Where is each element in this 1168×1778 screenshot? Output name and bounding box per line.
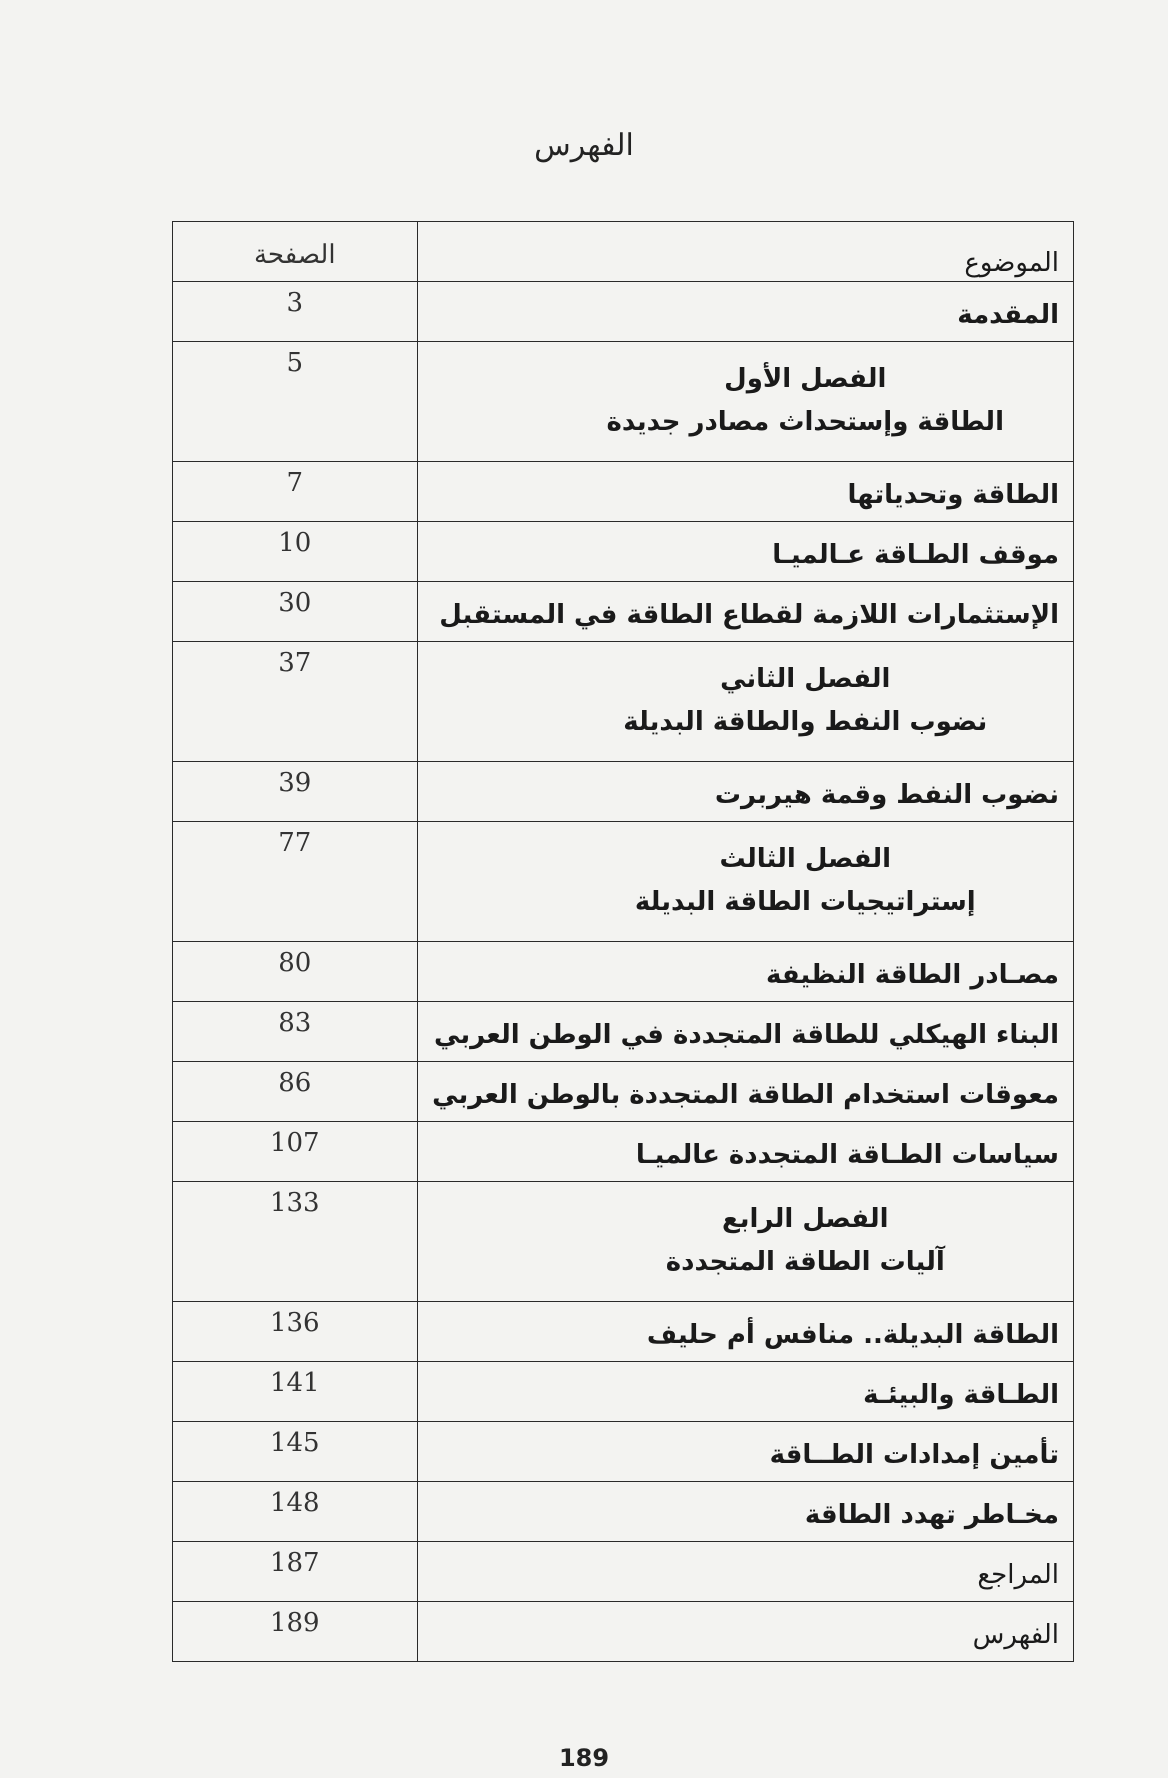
page-cell: 37 xyxy=(173,642,418,762)
table-row xyxy=(173,942,1074,1002)
chapter-cell xyxy=(417,642,1073,762)
table-row xyxy=(173,1602,1074,1662)
chapter-cell xyxy=(417,342,1073,462)
page-cell: 187 xyxy=(173,1542,418,1602)
page-cell: 141 xyxy=(173,1362,418,1422)
topic-cell: الفهرس xyxy=(417,1602,1073,1662)
topic-cell: سياسات الطـاقة المتجددة عالميـا xyxy=(417,1122,1073,1182)
topic-cell: البناء الهيكلي للطاقة المتجددة في الوطن العربي xyxy=(417,1002,1073,1062)
page-cell: 7 xyxy=(173,462,418,522)
table-row xyxy=(173,522,1074,582)
page-cell: 5 xyxy=(173,342,418,462)
table-row xyxy=(173,282,1074,342)
table-row xyxy=(173,582,1074,642)
page-cell: 30 xyxy=(173,582,418,642)
topic-column-header: الموضوع xyxy=(417,222,1073,282)
page-cell: 189 xyxy=(173,1602,418,1662)
table-of-contents xyxy=(172,221,1074,1662)
table-row xyxy=(173,762,1074,822)
table-body xyxy=(173,282,1074,1662)
page-cell: 3 xyxy=(173,282,418,342)
chapter-heading: الفصل الثالث xyxy=(719,844,892,874)
topic-cell: الطاقة وتحدياتها xyxy=(417,462,1073,522)
table-row xyxy=(173,1422,1074,1482)
table-row xyxy=(173,642,1074,762)
page-column-header: الصفحة xyxy=(173,222,418,282)
chapter-title: آليات الطاقة المتجددة xyxy=(665,1247,945,1277)
page-cell: 39 xyxy=(173,762,418,822)
topic-cell: نضوب النفط وقمة هيربرت xyxy=(417,762,1073,822)
chapter-cell xyxy=(417,1182,1073,1302)
table-row xyxy=(173,1182,1074,1302)
table-header-row xyxy=(173,222,1074,282)
page-cell: 107 xyxy=(173,1122,418,1182)
page-cell: 10 xyxy=(173,522,418,582)
table-row xyxy=(173,822,1074,942)
page-cell: 136 xyxy=(173,1302,418,1362)
table-row xyxy=(173,1302,1074,1362)
page-cell: 86 xyxy=(173,1062,418,1122)
topic-cell: موقف الطـاقة عـالميـا xyxy=(417,522,1073,582)
table-row xyxy=(173,1002,1074,1062)
page-cell: 83 xyxy=(173,1002,418,1062)
table-row xyxy=(173,1362,1074,1422)
chapter-title: نضوب النفط والطاقة البديلة xyxy=(623,707,988,737)
page-title: الفهرس xyxy=(534,128,634,163)
topic-cell: مخـاطر تهدد الطاقة xyxy=(417,1482,1073,1542)
topic-cell: المراجع xyxy=(417,1542,1073,1602)
chapter-title: الطاقة وإستحداث مصادر جديدة xyxy=(606,407,1004,437)
topic-cell: تأمين إمدادات الطــاقة xyxy=(417,1422,1073,1482)
table-row xyxy=(173,342,1074,462)
page-cell: 145 xyxy=(173,1422,418,1482)
chapter-cell xyxy=(417,822,1073,942)
table-row xyxy=(173,1122,1074,1182)
chapter-heading: الفصل الرابع xyxy=(722,1204,889,1234)
topic-cell: مصـادر الطاقة النظيفة xyxy=(417,942,1073,1002)
page-cell: 80 xyxy=(173,942,418,1002)
topic-cell: الطـاقة والبيئـة xyxy=(417,1362,1073,1422)
table-row xyxy=(173,1482,1074,1542)
chapter-heading: الفصل الأول xyxy=(724,364,887,394)
chapter-heading: الفصل الثاني xyxy=(720,664,891,694)
page-cell: 77 xyxy=(173,822,418,942)
page-cell: 133 xyxy=(173,1182,418,1302)
topic-cell: الطاقة البديلة.. منافس أم حليف xyxy=(417,1302,1073,1362)
page-number: 189 xyxy=(558,1744,610,1772)
topic-cell: معوقات استخدام الطاقة المتجددة بالوطن العربي xyxy=(417,1062,1073,1122)
table-row xyxy=(173,1542,1074,1602)
table-row xyxy=(173,1062,1074,1122)
topic-cell: المقدمة xyxy=(417,282,1073,342)
chapter-title: إستراتيجيات الطاقة البديلة xyxy=(634,887,976,917)
topic-cell: الإستثمارات اللازمة لقطاع الطاقة في المستقبل xyxy=(417,582,1073,642)
table-row xyxy=(173,462,1074,522)
page-cell: 148 xyxy=(173,1482,418,1542)
